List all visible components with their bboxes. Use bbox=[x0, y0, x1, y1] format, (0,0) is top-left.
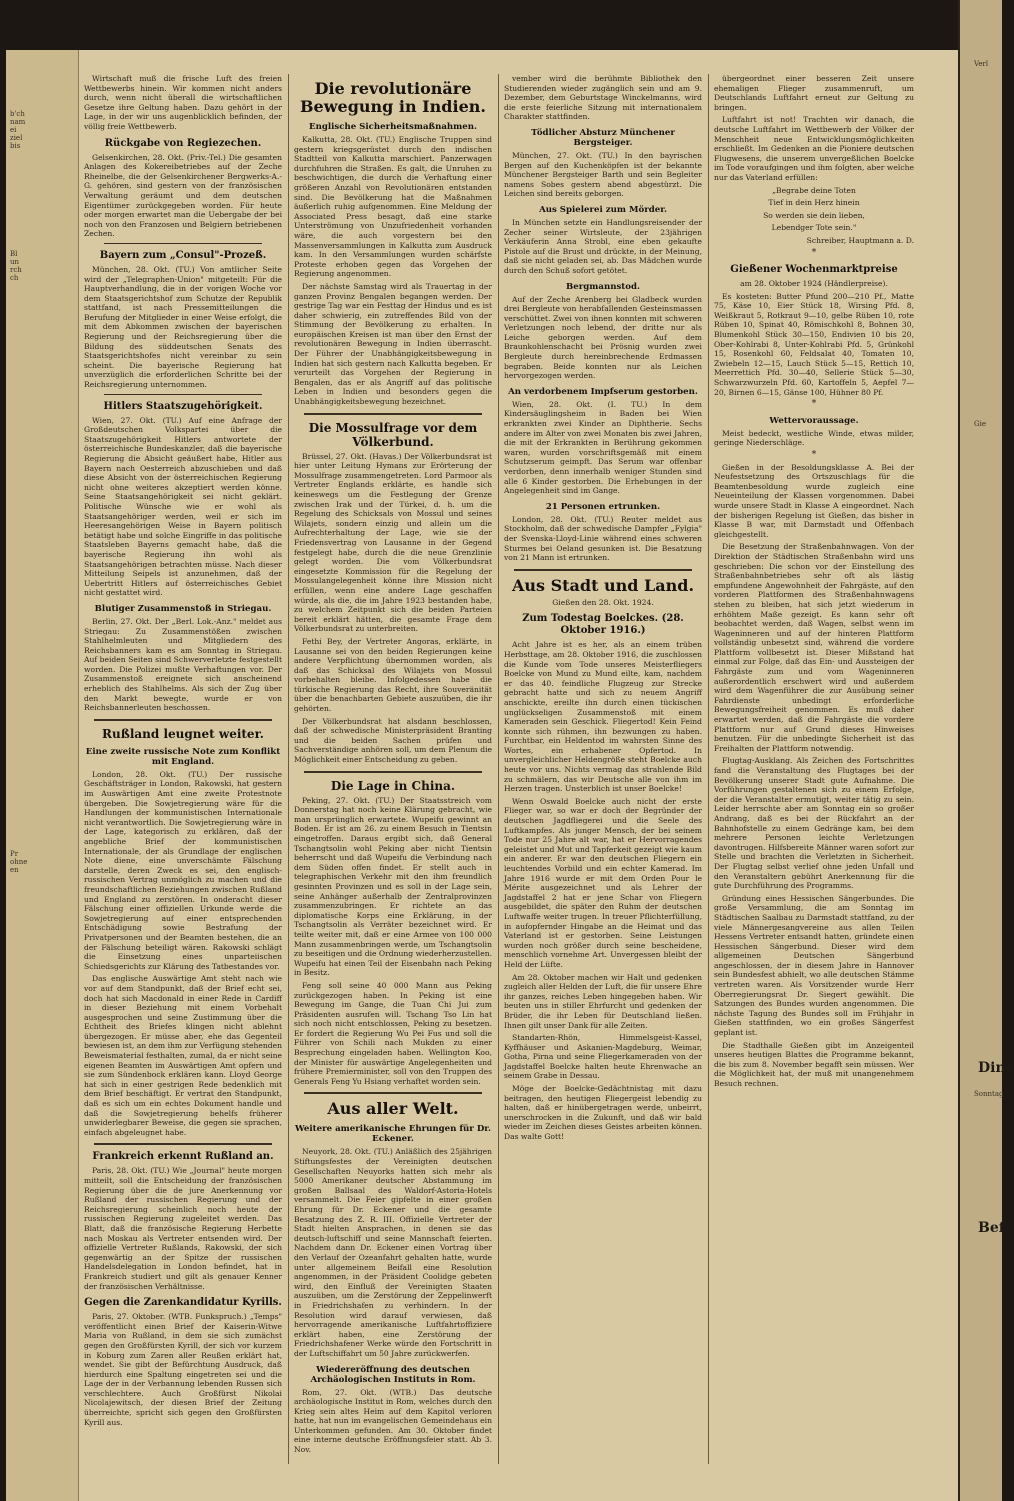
fold-text-fragment: Pr ohne en bbox=[10, 850, 28, 874]
article-text: Gründung eines Hessischen Sängerbundes. Die große Versammlung, die am Sonntag im Städtischen Saalbau zu Darmstadt stattfand, zu der viele Männergesangvereine aus allen Teilen Hessens Vertreter entsandt hatten, gründete einen Hessischen Sängerbund. Dieser wird dem allgemeinen Deutschen Sängerbund angeschlossen, der in diesem Jahre in Hannover sein Bundesfest abhielt, wo alle deutschen Stämme vertreten waren. Als Vorsitzender wurde Herr Oberregierungsrat Dr. Siegert gewählt. Die Satzungen des Bundes wurden angenommen. Die nächste Tagung des Bundes soll im Frühjahr in Gießen stattfinden, wo ein großes Sängerfest geplant ist. bbox=[714, 893, 914, 1038]
headline: Bergmannstod. bbox=[566, 281, 640, 292]
article-text: Die Besetzung der Straßenbahnwagen. Von der Direktion der Städtischen Straßenbahn wird uns geschrieben: Die schon vor der Einstellung des Straßenbahnbetriebes sehr oft als lästig empfundene Angewohnheit der Fahrgäste, auf den vorderen Plattformen des Straßenbahnwagens stehen zu bleiben, hat sich jetzt wiederum in erhöhtem Maße gezeigt. Es kann sehr oft beobachtet werden, daß Wagen, selbst wenn im Wageninneren und auf der hinteren Plattform vollständig unbesetzt sind, während die vordere Plattform vollbesetzt ist. Dieser Mißstand hat einmal zur Folge, daß das Ein- und Aussteigen der Fahrgäste zum und vom Wageninneren außerordentlich erschwert wird und außerdem wird dem Wagenführer die zur Ausübung seiner Fahrdienste unbedingt erforderliche Bewegungsfreiheit genommen. Es muß daher erwartet werden, daß die Fahrgäste die vordere Plattform nur auf Grund dieses Hinweises benutzen. Für die unbedingte Sicherheit ist das Freihalten der Plattform notwendig. bbox=[714, 542, 914, 753]
star-ornament: * bbox=[811, 450, 817, 460]
headline: Die Lage in China. bbox=[330, 778, 456, 793]
edge-headline-fragment: Bef bbox=[978, 1220, 1005, 1236]
divider bbox=[104, 243, 262, 244]
section-title: Aus Stadt und Land. bbox=[511, 575, 695, 595]
star-ornament: * bbox=[811, 399, 817, 410]
article-text: Acht Jahre ist es her, als an einem trüben Herbsttage, am 28. Oktober 1916, die zuschlossen die Kunde vom Tode unseres Meisterfliegers Boelcke von Mund zu Mund eilte, kam, nachdem er das 40. feindliche Flugzeug zur Strecke gebracht hatte und sich zu neuem Angriff anschickte, ereilte ihn durch einen tückischen unglückseligen Zusammenstoß mit einem Kameraden sein Geschick. Fliegertod! Kein Feind konnte sich rühmen, ihn bezwungen zu haben. Furchtbar, ein Heldentod im wahrsten Sinne des Wortes, ein erhabener Opfertod. In unvergleichlicher Heldengröße steht Boelcke auch heute vor uns. Nichts vermag das strahlende Bild zu schmälern, das wir Deutsche alle von ihm im Herzen tragen. Unsterblich ist unser Boelcke! bbox=[504, 640, 702, 794]
column-2 bbox=[294, 74, 492, 1464]
article-text: Wien, 28. Okt. (I. TU.) In dem Kindersäuglingsheim in Baden bei Wien erkrankten zwei Kinder an Diphtherie. Sechs andere im Alter von zwei Monaten bis zwei Jahren, die mit der Erkrankten in Berührung gekommen waren, wurden vorschriftsgemäß mit einem Schutzserum geimpft. Das Serum war offenbar verdorben, denn innerhalb weniger Stunden sind alle 6 Kinder gestorben. Die Erhebungen in der Angelegenheit sind im Gange. bbox=[504, 399, 702, 496]
article-text: Die Stadthalle Gießen gibt im Anzeigenteil unseres heutigen Blattes die Programme bekannt, die bis zum 8. November begafft sein müssen. Wer die Möglichkeit hat, der muß mit unangenehmem Besuch rechnen. bbox=[714, 1040, 914, 1088]
subheadline: Weitere amerikanische Ehrungen für Dr. Eckener. bbox=[294, 1124, 492, 1145]
article-text: London, 28. Okt. (TU.) Reuter meldet aus Stockholm, daß der schwedische Dampfer „Fylgia" der Svenska-Lloyd-Linie während eines schweren Sturmes bei Oeland gesunken ist. Die Besatzung von 21 Mann ist ertrunken. bbox=[504, 514, 702, 563]
article-text: In München setzte ein Handlungsreisender der Zecher seiner Wirtsleute, der 23jährigen Verkäuferin Anna Strobl, eine eben gekaufte Pistole auf die Brust und drückte, in der Meinung, daß sie nicht geladen sei, ab. Das Mädchen wurde durch den Schuß sofort getötet. bbox=[504, 217, 702, 275]
article-text: Gießen in der Besoldungsklasse A. Bei der Neufestsetzung des Ortszuschlags für die Beamtenbesoldung wurde zugleich eine Neueinteilung der Klassen vorgenommen. Dabei wurde unsere Stadt in Klasse A eingeordnet. Nach der bisherigen Regelung ist Gießen, das bisher in Klasse B war, mit Darmstadt und Offenbach gleichgestellt. bbox=[714, 462, 914, 539]
article-text: Auf der Zeche Arenberg bei Gladbeck wurden drei Bergleute von herabfallenden Gesteinsmassen verschüttet. Zwei von ihnen konnten mit schweren Verletzungen noch lebend, der dritte nur als Leiche geborgen werden. Auf dem Braunkohlenschacht bei Prösnig wurden zwei Bergleute durch hereinbrechende Erdmassen begraben. Beide konnten nur als Leichen hervorgezogen werden. bbox=[504, 294, 702, 381]
article-text: München, 28. Okt. (TU.) Von amtlicher Seite wird der „Telegraphen-Union" mitgeteilt: Für die Hauptverhandlung, die in der vorigen Woche vor dem Staatsgerichtshof zum Schutze der Republik stattfand, ist nach Pressemitteilungen die Berufung der Mitglieder in einer Weise erfolgt, die mit dem Abkommen zwischen der bayerischen Regierung und der Reichsregierung über die Bildung des süddeutschen Senats des Staatsgerichtshofes nicht vereinbar zu sein scheint. Die bayerische Regierung hat unverzüglich die erforderlichen Schritte bei der Reichsregierung unternommen. bbox=[84, 264, 282, 390]
article-text: Peking, 27. Okt. (TU.) Der Staatsstreich vom Donnerstag hat noch keine Klärung gebracht, wie man ursprünglich erwartete. Wupeifu gewinnt an Boden. Er ist am 26. zu einem Besuch in Tientsin eingetroffen. Daraus ergibt sich, daß General Tschangtsolin wohl Peking aber nicht Tientsin beherrscht und daß Wupeifu die Verbindung nach dem Süden offen findet. Er stellt auch in telegraphischen Verkehr mit den ihm freundlich gesinnten Provinzen und es soll in der Lage sein, seine Anhänger außerhalb der Zentralprovinzen zusammenzubringen. Er richtete an das diplomatische Korps eine Erklärung, in der Tschangtsolin als Verräter bezeichnet wird. Er teilte weiter mit, daß er eine Armee von 100 000 Mann zusammenbringen werde, um Tschangtsolin zu beseitigen und die Ordnung wiederherzustellen. Wupeifu hat einen Teil der Eisenbahn nach Peking in Besitz. bbox=[294, 795, 492, 978]
divider bbox=[104, 394, 262, 395]
edge-text-fragment: Sonntag bbox=[974, 1090, 1004, 1098]
edge-text-fragment: Verl bbox=[974, 60, 989, 68]
headline: Frankreich erkennt Rußland an. bbox=[92, 1151, 274, 1163]
headline: Die Mossulfrage vor dem Völkerbund. bbox=[308, 420, 478, 449]
fold-text-fragment: Bl un rch ch bbox=[10, 250, 22, 282]
subheadline: Eine zweite russische Note zum Konflikt mit England. bbox=[85, 746, 281, 767]
column-1 bbox=[84, 74, 282, 1464]
edge-headline-fragment: Dins bbox=[978, 1060, 1014, 1076]
article-text: Es kosteten: Butter Pfund 200—210 Pf., Matte 75, Käse 10, Eier Stück 18, Wirsing Pfd. 8, Weißkraut 5, Rotkraut 9—10, gelbe Rüben 10, rote Rüben 10, Spinat 40, Römischkohl 8, Bohnen 30, Blumenkohl Stück 30—150, Endivien 10 bis 20, Ober-Kohlrabi 8, Unter-Kohlrabi Pfd. 5, Grünkohl 15, Rosenkohl 60, Feldsalat 40, Tomaten 10, Zwiebeln 12—15, Lauch Stück 5—15, Rettich 10, Meerrettich Pfd. 30—40, Sellerie Stück 5—30, Schwarzwurzeln Pfd. 60, Kartoffeln 5, Aepfel 7—20, Birnen 6—15, Gänse 100, Hühner 80 Pf. bbox=[714, 291, 914, 397]
divider bbox=[514, 569, 692, 571]
article-text: Der nächste Samstag wird als Trauertag in der ganzen Provinz Bengalen begangen werden. Der gestrige Tag war ein Festtag der Hindus und es ist daher schwierig, ein zutreffendes Bild von der Stimmung der Bevölkerung zu erhalten. In europäischen Kreisen ist man über den Ernst der revolutionären Bewegung in Indien überrascht. Der Führer der Unabhängigkeitsbewegung in Indien hat sich gestern nach Kalkutta begeben. Er verurteilt das Vorgehen der Regierung in Bengalen, das er als Angriff auf das politische Leben in Indien und besonders gegen die Unabhängigkeitsbewegung bezeichnet. bbox=[294, 281, 492, 407]
headline: Aus aller Welt. bbox=[327, 1099, 459, 1119]
article-text: München, 27. Okt. (TU.) In den bayrischen Bergen auf den Kuchenköpfen ist der bekannte Münchener Bergsteiger Barth und sein Begleiter namens Sobes gestern abend abgestürzt. Die Leichen sind bereits geborgen. bbox=[504, 150, 702, 199]
article-text: Der Völkerbundsrat hat alsdann beschlossen, daß der schwedische Ministerpräsident Branting und die beiden Sachen prüfen und Sachverständige anhören soll, um dem Plenum die Möglichkeit einer Entscheidung zu geben. bbox=[294, 716, 492, 765]
left-page-fold bbox=[6, 50, 79, 1501]
edge-text-fragment: Gie bbox=[974, 420, 986, 428]
article-text: Flugtag-Ausklang. Als Zeichen des Fortschrittes fand die Veranstaltung des Flugtages bei der Bevölkerung unserer Stadt gute Aufnahme. Die Vorführungen gestaltenen sich zu einem Erfolge, der die Veranstalter ermutigt, weiter tätig zu sein. Leider herrschte aber am Sonntag ein so großer Andrang, daß es bei der Rückfahrt an der Bahnhofstelle zu einem Gedränge kam, bei dem mehrere Personen leichte Verletzungen davontrugen. Hilfsbereite Männer waren sofort zur Stelle und brachten die Verletzten in Sicherheit. Der Flugtag selbst verlief ohne jeden Unfall und den Veranstaltern gebührt Anerkennung für die gute Durchführung des Programms. bbox=[714, 756, 914, 891]
article-text: Wirtschaft muß die frische Luft des freien Wettbewerbs hinein. Wir kommen nicht anders durch, wenn nicht überall die wirtschaftlichen Gesetze ihre Geltung haben. Dazu gehört in der Lage, in der wir uns augenblicklich befinden, der völlig freie Wettbewerb. bbox=[84, 74, 282, 131]
dateline: am 28. Oktober 1924 (Händlerpreise). bbox=[740, 279, 888, 289]
headline: 21 Personen ertrunken. bbox=[545, 501, 661, 512]
dateline: Gießen den 28. Okt. 1924. bbox=[552, 597, 654, 607]
article-text: Feng soll seine 40 000 Mann aus Peking zurückgezogen haben. In Peking ist eine Bewegung im Gange, die Tuan Chi Jui zum Präsidenten ausrufen will. Tschang Tso Lin hat sich noch nicht entschlossen, Peking zu besetzen. Er fordert die Regierung Wu Pei Fus und soll die Führer von Schili nach Mukden zu einer Besprechung eingeladen haben. Wellington Koo, der Minister für auswärtige Angelegenheiten und frühere Premierminister, soll von den Truppen des Generals Feng Yu Hsiang verhaftet worden sein. bbox=[294, 980, 492, 1086]
headline: Wettervoraussage. bbox=[769, 415, 859, 426]
headline: Blutiger Zusammenstoß in Striegau. bbox=[94, 603, 272, 614]
article-text: Am 28. Oktober machen wir Halt und gedenken zugleich aller Helden der Luft, die für unsere Ehre ihr ganzes, reiches Leben hingegeben haben. Wir beuten uns in stiller Ehrfurcht und gedenken der Brüder, die ihr Leben für Deutschland ließen. Ihnen gilt unser Dank für alle Zeiten. bbox=[504, 972, 702, 1030]
star-ornament: * bbox=[811, 247, 817, 258]
divider bbox=[304, 413, 482, 415]
headline: Gegen die Zarenkandidatur Kyrills. bbox=[84, 1297, 282, 1309]
headline: Bayern zum „Consul"-Prozeß. bbox=[99, 249, 267, 261]
column-3 bbox=[504, 74, 702, 1464]
article-text: Wien, 27. Okt. (TU.) Auf eine Anfrage der Großdeutschen Volkspartei über die Staatszugehörigkeit Hitlers antwortete der österreichische Bundeskanzler, daß die bayerische Regierung die Absicht geäußert habe, Hitler aus Bayern nach Oesterreich abzuschieben und daß diese Absicht von der österreichischen Regierung nicht ohne weiteres akzeptiert werden könne. Seine Staatsangehörigkeit sei nicht geklärt. Politische Wünsche wie er wohl als Staatsangehöriger werden, weil er sich im Heeresangehörigen Weise in Bayern politisch betätigt habe und solche Eingriffe in das politische Staatsleben Bayerns gemacht habe, daß die bayerische Regierung ihn wohl als Staatsangehörigen betrachten müsse. Nach dieser Mitteilung Seipels ist anzunehmen, daß der Uebertritt Hitlers auf österreichisches Gebiet nicht gestattet wird. bbox=[84, 415, 282, 598]
headline: Wiedereröffnung des deutschen Archäologischen Instituts in Rom. bbox=[310, 1364, 476, 1385]
poem-line: Lebendger Tote sein." bbox=[771, 223, 857, 233]
article-text: Fethi Bey, der Vertreter Angoras, erklärte, in Lausanne sei von den beiden Regierungen keine andere Verpflichtung übernommen worden, als daß das Schicksal des Wilajets von Mossul vorbehalten bleibe. Infolgedessen habe die türkische Regierung das Recht, ihre Souveränität über die benachbarten Gebiete auszuüben, die ihr gehörten. bbox=[294, 636, 492, 714]
article-text: Das englische Auswärtige Amt steht nach wie vor auf dem Standpunkt, daß der Brief echt sei, doch hat sich Macdonald in einer Rede in Cardiff in dieser Beziehung mit einem Vorbehalt ausgesprochen und seine Zustimmung über die Echtheit des Briefes klingen nicht ablehnt übergezogen. Er müsse aber, ehe das Gegenteil bewiesen ist, an dem ihm zur Verfügung stehenden Beweismaterial festhalten, zumal, da er nicht seine eigenen Beamten im Auswärtigen Amt opfern und sie zum Sündenbock erklären kann. Lloyd George hat sich in einer gestrigen Rede bedenklich mit dem Brief beschäftigt. Er vertrat den Standpunkt, daß es sich um ein echtes Dokument handle und daß die Sowjetregierung behelfs früherer unwiderlegbarer Beweise, die gegen sie sprachen, einfach abgeleugnet habe. bbox=[84, 974, 282, 1137]
headline: Rückgabe von Regiezechen. bbox=[104, 137, 262, 149]
article-text: Berlin, 27. Okt. Der „Berl. Lok.-Anz." meldet aus Striegau: Zu Zusammenstößen zwischen Stahlhelmleuten und Mitgliedern des Reichsbanners kam es am Sonntag in Striegau. Auf beiden Seiten sind Schwerverletzte festgestellt worden. Die Polizei mußte Verhaftungen vor. Der Zusammenstoß ereignete sich anscheinend erheblich des Stahlhelms. Als sich der Zug über den Markt bewegte, wurde er von Reichsbannerleuten beschossen. bbox=[84, 616, 282, 713]
poem-line: „Begrabe deine Toten bbox=[772, 185, 856, 195]
article-text: Rom, 27. Okt. (WTB.) Das deutsche archäologische Institut in Rom, welches durch den Krieg sein altes Heim auf dem Kapitol verloren hatte, hat nun im evangelischen Gemeindehaus ein Unterkommen gefunden. Am 30. Oktober findet eine interne deutsche Eröffnungsfeier statt. Ab 3. Nov. bbox=[294, 1387, 492, 1455]
headline: Tödlicher Absturz Münchener Bergsteiger. bbox=[531, 127, 675, 148]
article-text: Kalkutta, 28. Okt. (TU.) Englische Truppen sind gestern kriegsgerüstet durch den indischen Stadtteil von Kalkutta marschiert. Panzerwagen durchfuhren die Straßen. Es galt, die Unruhen zu beschwichtigen, die durch die Verhaftung einer größeren Anzahl von Revolutionären entstanden sind. Die Bevölkerung hat die Maßnahmen äußerlich ruhig aufgenommen. Eine Meldung der Associated Press besagt, daß eine starke Unterströmung von Unzufriedenheit vorhanden wäre, die auch vorgestern bei den Massenversammlungen in Kalkutta zum Ausdruck kam. In den Versammlungen wurden schärfste Proteste erhoben gegen das Vorgehen der Regierung angenommen. bbox=[294, 135, 492, 279]
headline: Rußland leugnet weiter. bbox=[102, 726, 264, 741]
column-separator bbox=[708, 74, 709, 1464]
headline: Hitlers Staatszugehörigkeit. bbox=[103, 400, 263, 412]
headline: An verdorbenem Impfserum gestorben. bbox=[508, 386, 698, 397]
column-4 bbox=[714, 74, 914, 1464]
article-text: Möge der Boelcke-Gedächtnistag mit dazu beitragen, den heutigen Fliegergeist lebendig zu halten, daß er hinübergetragen werde, unbeirrt, unerschrocken in die Zukunft, und daß wir bald wieder im Zeichen dieses Geistes arbeiten können. Das walte Gott! bbox=[504, 1084, 702, 1142]
article-text: Brüssel, 27. Okt. (Havas.) Der Völkerbundsrat ist hier unter Leitung Hymans zur Erörterung der Mossulfrage zusammengetreten. Lord Parmoor als Vertreter Englands erklärte, es handle sich keineswegs um die Festlegung der Grenze zwischen Irak und der Türkei, d. h. um die Regelung des Schicksals von Mossul und seines Wilajets, sondern einzig und allein um die Aufrechterhaltung der Lage, wie sie der Friedensvertrag von Lausanne in der Gegend festgelegt habe, durch die die neue Grenzlinie gelegt worden. Die vom Völkerbundsrat eingesetzte Kommission für die Regelung der Mossulangelegenheit könne ihre Mission nicht erfüllen, wenn eine andere Lage geschaffen würde, als die, die im Jahre 1923 bestanden habe, zu welchem Zeitpunkt sich die beiden Parteien bereit erklärt hätten, die gesamte Frage dem Völkerbundsrat zu unterbreiten. bbox=[294, 451, 492, 634]
article-text: übergeordnet einer besseren Zeit unsere ehemaligen Flieger zusammenruft, um Deutschlands Luftfahrt erneut zur Geltung zu bringen. bbox=[714, 74, 914, 112]
divider bbox=[94, 1143, 272, 1145]
poem-line: So werden sie dein lieben, bbox=[763, 210, 865, 220]
column-separator bbox=[498, 74, 499, 1464]
article-text: Gelsenkirchen, 28. Okt. (Priv.-Tel.) Die gesamten Anlagen des Kokereibetriebes auf der Zeche Rheinelbe, die der Gelsenkirchener Bergwerks-A.-G. gehören, sind gestern von der französischen Verwaltung geräumt und dem deutschen Eigentümer zurückgegeben worden. Für heute oder morgen erwartet man die Uebergabe der bei noch von den Franzosen und Belgiern betriebenen Zechen. bbox=[84, 152, 282, 239]
newspaper-page bbox=[6, 50, 958, 1501]
signature: Schreiber, Hauptmann a. D. bbox=[806, 235, 914, 245]
article-text: Paris, 28. Okt. (TU.) Wie „Journal" heute morgen mitteilt, soll die Entscheidung der französischen Regierung über die de jure Anerkennung vor Rußland der russischen Regierung und der Reichsregierung scheinlich noch heute der russischen Regierung zugeleitet werden. Das Blatt, daß die französische Regierung Herbette nach Moskau als Vertreter entsenden wird. Der offizielle Vertreter Rußlands, Rakowski, der sich gegenwärtig an der Spitze der russischen Handelsdelegation in London befindet, hat in Frankreich studiert und gilt als genauer Kenner der französischen Verhältnisse. bbox=[84, 1166, 282, 1291]
article-text: London, 28. Okt. (TU.) Der russische Geschäftsträger in London, Rakowski, hat gestern im Auswärtigen Amt eine zweite Protestnote übergeben. Die Sowjetregierung wäre für die Handlungen der kommunistischen Internationale nicht verantwortlich. Die Sowjetregierung wäre in der Lage, kategorisch zu erklären, daß der angebliche Brief der kommunistischen Internationale, der als Grundlage der englischen Note diene, eine unverschämte Fälschung darstelle, deren Zweck es sei, den englisch-russischen Vertrag unmöglich zu machen und die freundschaftlichen Beziehungen zwischen Rußland und England zu zerstören. In onderacht dieser Fälschung einer offiziellen Urkunde werde die Sowjetregierung auf einer entsprechenden Entschädigung sowie Bestrafung der Privatpersonen und der Beamten bestehen, die an der Fälschung beteiligt wären. Rakowski schlägt die Einsetzung eines unparteiischen Schiedsgerichts zur Klärung des Tatbestandes vor. bbox=[84, 769, 282, 971]
divider bbox=[304, 771, 482, 773]
article-text: Luftfahrt ist not! Trachten wir danach, die deutsche Luftfahrt im Wettbewerb der Völker der Menschheit neue Entwicklungsmöglichkeiten erschließt. Im Gedenken an die Pioniere deutschen Flugwesens, die unserem unvergeßlichen Boelcke im Tode voraufgingen und ihm folgten, aber welche nur das Vaterland erfüllen: bbox=[714, 115, 914, 182]
headline: Die revolutionäre Bewegung in Indien. bbox=[300, 79, 486, 116]
article-text: vember wird die berühmte Bibliothek den Studierenden wieder zugänglich sein und am 9. Dezember, dem Geburtstage Winckelmanns, wird die erste feierliche Sitzung mit internationalem Charakter stattfinden. bbox=[504, 74, 702, 122]
article-text: Neuyork, 28. Okt. (TU.) Anläßlich des 25jährigen Stiftungsfestes der Vereinigten deutschen Gesellschaften Neuyorks hatten sich mehr als 5000 Amerikaner deutscher Abstammung im großen Ballsaal des Waldorf-Astoria-Hotels versammelt. Die Feier gipfelte in einer großen Ehrung für Dr. Eckener und die gesamte Besatzung des Z. R. III. Offizielle Vertreter der Stadt hielten Ansprachen, in denen sie das deutsch-luftschiff und seine Mannschaft feierten. Nachdem dann Dr. Eckener einen Vortrag über den Verlauf der Ozeanfahrt gehalten hatte, wurde unter allgemeinem Beifall eine Resolution angenommen, in der Präsident Coolidge gebeten wird, den Einfluß der Vereinigten Staaten auszuüben, um die Zerstörung der Zeppelinwerft in Friedrichshafen zu verhindern. In der Resolution wird darauf verwiesen, daß hervorragende amerikanische Luftfahrtoffiziere erklärt haben, eine Zerstörung der Friedrichshafener Werke würde den Fortschritt in der Luftschiffahrt um 50 Jahre zurückwerfen. bbox=[294, 1147, 492, 1358]
divider bbox=[304, 1092, 482, 1094]
right-page-edge bbox=[958, 0, 1014, 1501]
headline: Gießener Wochenmarktpreise bbox=[730, 264, 898, 276]
poem-line: Tief in dein Herz hinein bbox=[768, 198, 860, 208]
fold-text-fragment: b'ch nam ei ziel bis bbox=[10, 110, 26, 150]
divider bbox=[94, 719, 272, 721]
headline: Aus Spielerei zum Mörder. bbox=[539, 204, 667, 215]
article-text: Standarten-Rhön, Himmelsgeist-Kassel, Kyffhäuser und Askanien-Magdeburg, Weimar, Gotha, Pirna und seine Fliegerkameraden von der Jagdstaffel Boelcke halten heute Ehrenwache an seinem Grabe in Dessau. bbox=[504, 1033, 702, 1081]
column-separator bbox=[288, 74, 289, 1464]
subheadline: Englische Sicherheitsmaßnahmen. bbox=[309, 122, 477, 132]
article-text: Paris, 27. Oktober. (WTB. Funkspruch.) „Temps" veröffentlicht einen Brief der Kaiserin-Witwe Maria von Rußland, in dem sie sich zumächst gegen den Großfürsten Kyrill, der sich vor kurzem in Koburg zum Zaren aller Reußen erklärt hat, wendet. Sie gibt der Befürchtung Ausdruck, daß hierdurch eine Spaltung eingetreten sei und die Lage der in der Verbannung lebenden Russen sich verschlechtere. Auch Großfürst Nikolai Nicolajewitsch, der diesen Brief der Zeitung überreichte, spricht sich gegen den Großfürsten Kyrill aus. bbox=[84, 1312, 282, 1427]
headline: Zum Todestag Boelckes. (28. Oktober 1916.) bbox=[522, 613, 684, 637]
article-text: Meist bedeckt, westliche Winde, etwas milder, geringe Niederschläge. bbox=[714, 428, 914, 448]
article-text: Wenn Oswald Boelcke auch nicht der erste Flieger war, so war er doch der Begründer der deutschen Jagdfliegerei und die Seele des Luftkampfes. Als junger Mensch, der bei seinem Tode nur 25 Jahre alt war, hat er Hervorragendes geleistet und Mut und Tapferkeit gezeigt wie kaum ein anderer. Er war den deutschen Fliegern ein leuchtendes Vorbild und ein echter Kamerad. Im Jahre 1916 wurde er mit dem Orden Pour le Mérite ausgezeichnet und als Lehrer der Jagdstaffel 2 hat er jene Schar von Fliegern ausgebildet, die später den Ruhm der deutschen Luftwaffe weiter trugen. In treuer Pflichterfüllung, in aufopfernder Hingabe an die Heimat und das Vaterland ist er gestorben. Seine Leistungen wurden noch größer durch seine bescheidene, menschlich vornehme Art. Unvergessen bleibt der Held der Lüfte. bbox=[504, 796, 702, 969]
